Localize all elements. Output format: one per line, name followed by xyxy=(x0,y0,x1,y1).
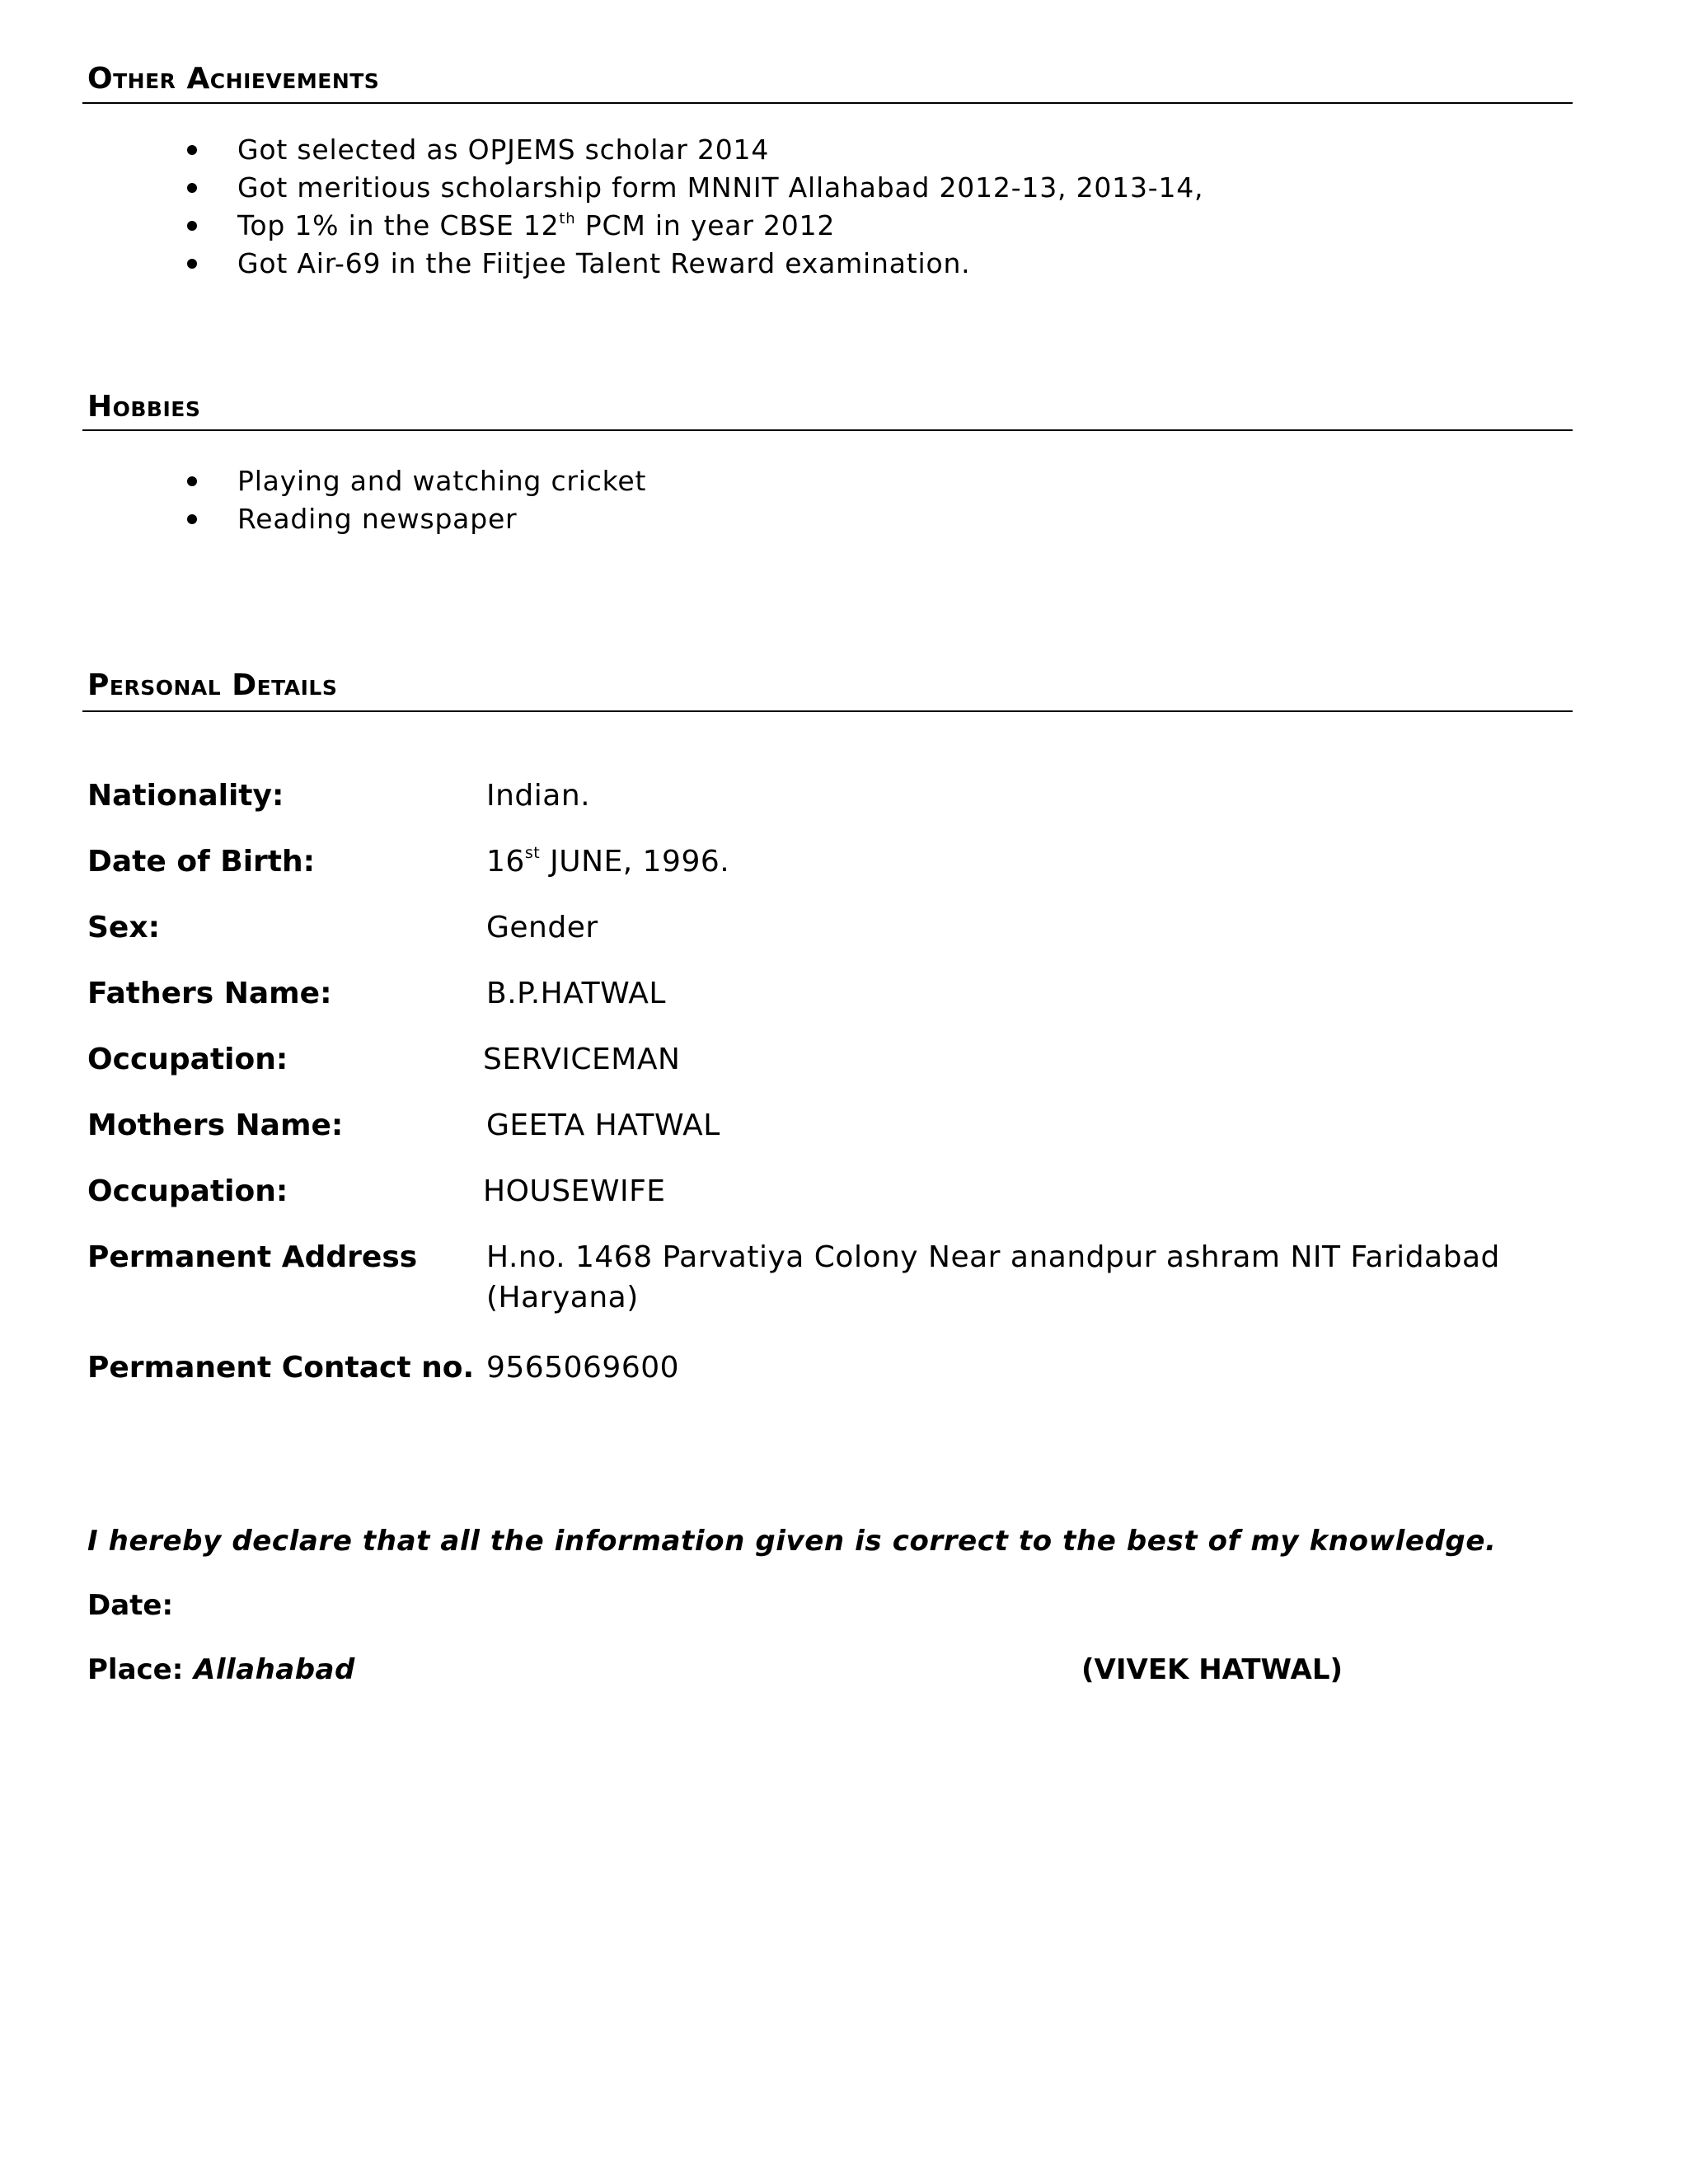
list-item: Reading newspaper xyxy=(237,503,518,535)
date-of-birth-label: Date of Birth: xyxy=(87,845,316,879)
list-item-text: Top 1% in the CBSE 12 xyxy=(237,209,560,241)
permanent-address-label: Permanent Address xyxy=(87,1240,418,1274)
place-value: Allahabad xyxy=(194,1653,355,1686)
date-of-birth-day: 16 xyxy=(486,845,525,879)
mother-occupation-value: HOUSEWIFE xyxy=(483,1174,666,1208)
mothers-name-label: Mothers Name: xyxy=(87,1108,344,1142)
signature-name: (VIVEK HATWAL) xyxy=(1081,1653,1343,1686)
fathers-name-value: B.P.HATWAL xyxy=(486,977,666,1010)
list-item: Got selected as OPJEMS scholar 2014 xyxy=(237,134,770,166)
fathers-name-label: Fathers Name: xyxy=(87,977,332,1010)
nationality-label: Nationality: xyxy=(87,779,284,813)
father-occupation-value: SERVICEMAN xyxy=(483,1043,681,1076)
date-of-birth-value xyxy=(486,841,729,883)
section-heading-hobbies: Hobbies xyxy=(87,390,201,424)
bullet-icon xyxy=(187,145,197,155)
list-item-text: PCM in year 2012 xyxy=(575,209,836,241)
permanent-address-line1: H.no. 1468 Parvatiya Colony Near anandpur ashram NIT Faridabad xyxy=(486,1240,1500,1274)
list-item xyxy=(237,209,835,242)
bullet-icon xyxy=(187,514,197,524)
sex-value: Gender xyxy=(486,911,598,944)
place-label: Place: xyxy=(87,1653,184,1686)
mothers-name-value: GEETA HATWAL xyxy=(486,1108,720,1142)
sex-label: Sex: xyxy=(87,911,160,944)
bullet-icon xyxy=(187,259,197,269)
declaration-text: I hereby declare that all the information given is correct to the best of my knowledge. xyxy=(87,1525,1497,1558)
list-item: Playing and watching cricket xyxy=(237,465,647,497)
contact-value: 9565069600 xyxy=(486,1351,680,1385)
section-heading-other-achievements: Other Achievements xyxy=(87,62,380,96)
list-item-superscript: th xyxy=(559,210,576,227)
nationality-value: Indian. xyxy=(486,779,591,813)
section-heading-personal-details: Personal Details xyxy=(87,668,338,702)
bullet-icon xyxy=(187,183,197,193)
list-item: Got Air-69 in the Fiitjee Talent Reward examination. xyxy=(237,247,971,279)
section-divider xyxy=(82,710,1573,712)
date-of-birth-superscript: st xyxy=(524,844,541,862)
mother-occupation-label: Occupation: xyxy=(87,1174,288,1208)
date-of-birth-rest: JUNE, 1996. xyxy=(540,845,730,879)
section-divider xyxy=(82,429,1573,431)
bullet-icon xyxy=(187,476,197,486)
list-item: Got meritious scholarship form MNNIT Allahabad 2012-13, 2013-14, xyxy=(237,171,1204,204)
date-label: Date: xyxy=(87,1589,174,1622)
bullet-icon xyxy=(187,221,197,231)
section-divider xyxy=(82,102,1573,104)
permanent-address-line2: (Haryana) xyxy=(486,1281,639,1315)
father-occupation-label: Occupation: xyxy=(87,1043,288,1076)
contact-label: Permanent Contact no. xyxy=(87,1351,475,1385)
